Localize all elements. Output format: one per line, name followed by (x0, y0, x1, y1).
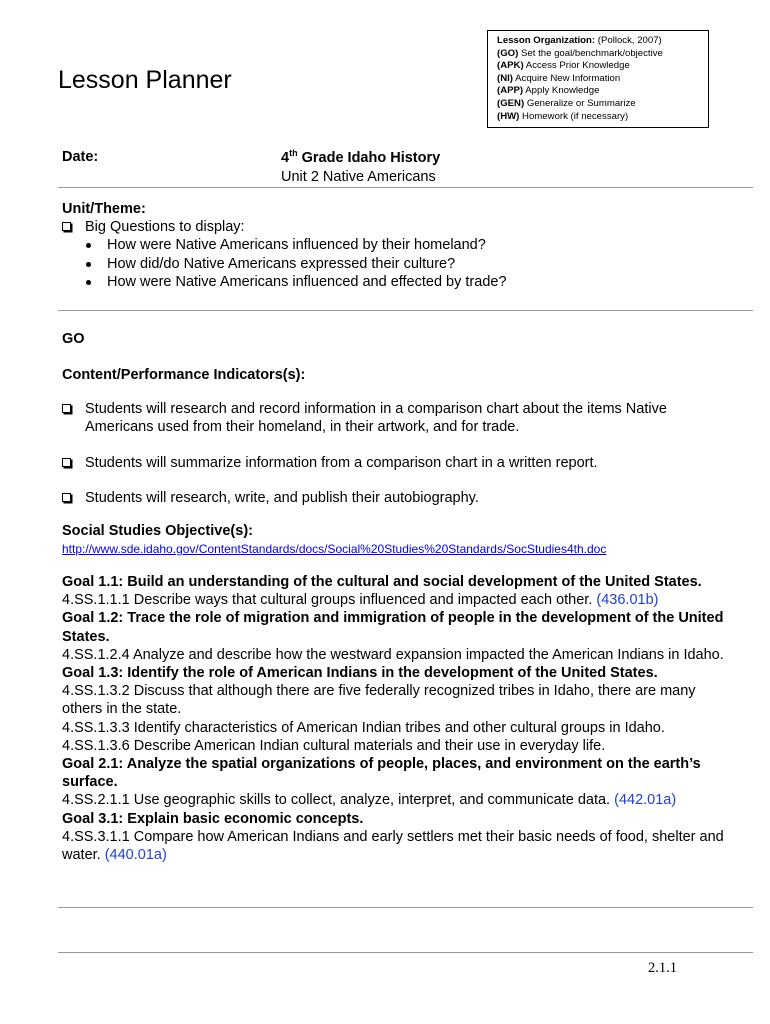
goal-title: Goal 3.1: Explain basic economic concepts. (62, 810, 364, 827)
standard-item: 4.SS.1.1.1 Describe ways that cultural groups influenced and impacted each other. (436.01b) (62, 592, 659, 609)
goal-title: Goal 1.1: Build an understanding of the cultural and social development of the United States. (62, 574, 702, 590)
unit-name: Unit 2 Native Americans (281, 169, 436, 185)
unit-theme-label: Unit/Theme: (62, 201, 146, 217)
standard-item: 4.SS.2.1.1 Use geographic skills to collect, analyze, interpret, and communicate data. (442.01a) (62, 792, 677, 809)
goal-title: Goal 1.3: Identify the role of American Indians in the development of the United States. (62, 665, 658, 682)
indicator-item: Students will research and record information in a comparison chart about the items Native Americans used from their homeland, in their artwork, and for trade. (62, 400, 737, 436)
bullet-icon (86, 243, 91, 248)
goals-list (62, 573, 737, 864)
question-item: How were Native Americans influenced by their homeland? (62, 236, 737, 254)
standard-item: 4.SS.3.1.1 Compare how American Indians and early settlers met their basic needs of food, shelter and water. (440.01a) (62, 828, 724, 864)
course-info (281, 149, 440, 187)
objectives-link[interactable]: http://www.sde.idaho.gov/ContentStandards/docs/Social%20Studies%20Standards/SocStudies4th.doc (62, 542, 607, 557)
legend-item-apk: (APK) Access Prior Knowledge (497, 60, 630, 72)
social-studies-objectives (62, 522, 737, 558)
legend-item-ni: (NI) Acquire New Information (497, 72, 621, 84)
legend-item-go: (GO) Set the goal/benchmark/objective (497, 47, 663, 59)
legend-heading: Lesson Organization: (Pollock, 2007) (497, 35, 662, 46)
goal-title: Goal 1.2: Trace the role of migration and immigration of people in the development of the United States. (62, 610, 724, 645)
standard-code: (440.01a) (104, 847, 167, 864)
checkbox-icon (62, 458, 71, 467)
page-title: Lesson Planner (58, 66, 232, 94)
standard-item: 4.SS.1.3.3 Identify characteristics of American Indian tribes and other cultural groups in Idaho. (62, 719, 665, 736)
lesson-organization-legend (487, 30, 709, 128)
checkbox-icon (62, 493, 71, 502)
unit-theme-section (62, 200, 737, 291)
legend-item-hw: (HW) Homework (if necessary) (497, 110, 629, 122)
legend-item-app: (APP) Apply Knowledge (497, 85, 600, 97)
standard-item: 4.SS.1.3.6 Describe American Indian cultural materials and their use in everyday life. (62, 737, 606, 754)
indicator-item: Students will summarize information from a comparison chart in a written report. (62, 454, 737, 472)
big-questions-checkbox-item: Big Questions to display: (62, 218, 737, 236)
bullet-icon (86, 280, 91, 285)
course-title: 4th Grade Idaho History (281, 148, 441, 166)
divider (58, 310, 753, 311)
objectives-label: Social Studies Objective(s): (62, 523, 253, 539)
standard-item: 4.SS.1.2.4 Analyze and describe how the westward expansion impacted the American Indians in Idaho. (62, 646, 724, 663)
date-label: Date: (62, 149, 99, 165)
standard-item: 4.SS.1.3.2 Discuss that although there are five federally recognized tribes in Idaho, there are many others in the state. (62, 683, 696, 718)
checkbox-icon (62, 222, 71, 231)
standard-code: (442.01a) (614, 792, 677, 809)
go-heading: GO (62, 331, 85, 347)
indicator-item: Students will research, write, and publish their autobiography. (62, 489, 737, 507)
checkbox-icon (62, 404, 71, 413)
divider (58, 907, 753, 908)
bullet-icon (86, 262, 91, 267)
indicators-heading: Content/Performance Indicators(s): (62, 367, 306, 383)
question-item: How were Native Americans influenced and effected by trade? (62, 273, 737, 291)
page-number: 2.1.1 (648, 960, 677, 976)
question-item: How did/do Native Americans expressed their culture? (62, 255, 737, 273)
goal-title: Goal 2.1: Analyze the spatial organizations of people, places, and environment on the earth’s surface. (62, 756, 701, 791)
divider (58, 187, 753, 188)
footer-divider (58, 952, 753, 953)
legend-item-gen: (GEN) Generalize or Summarize (497, 97, 636, 109)
standard-code: (436.01b) (596, 592, 659, 609)
